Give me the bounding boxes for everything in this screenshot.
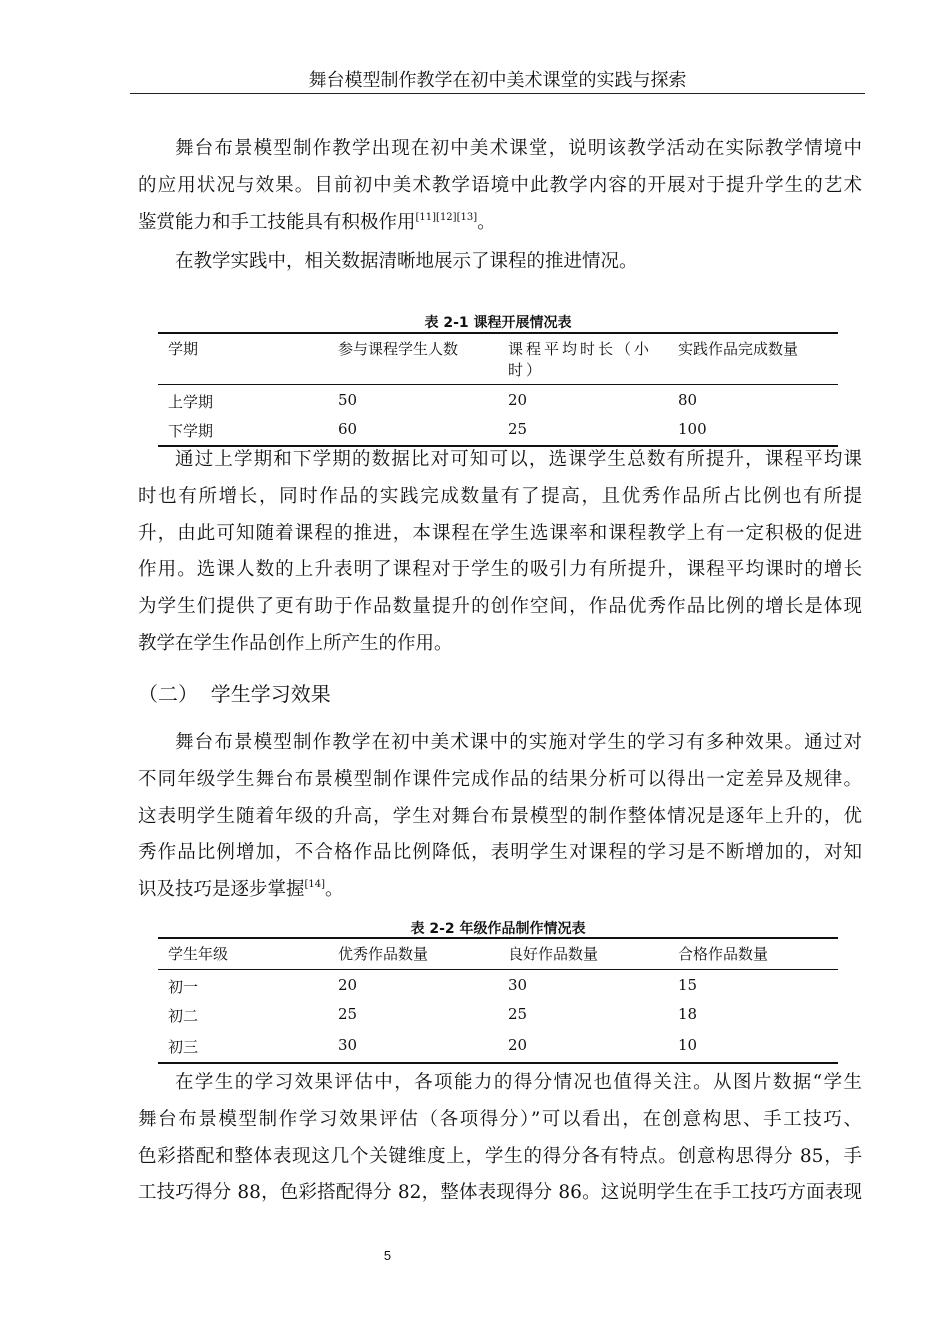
table-row xyxy=(158,1032,838,1063)
text-line: 作用。选课人数的上升表明了课程对于学生的吸引力有所提升，课程平均课时的增长 xyxy=(138,559,862,581)
table-row xyxy=(158,1001,838,1032)
table-row xyxy=(158,969,838,1001)
cell: 80 xyxy=(678,391,698,409)
text-line: 工技巧得分 88，色彩搭配得分 82，整体表现得分 86。这说明学生在手工技巧方面表现 xyxy=(138,1182,862,1204)
header-cell: 良好作品数量 xyxy=(498,938,668,969)
text-line: 的应用状况与效果。目前初中美术教学语境中此教学内容的开展对于提升学生的艺术 xyxy=(138,174,862,196)
text-line: 秀作品比例增加，不合格作品比例降低，表明学生对课程的学习是不断增加的，对知 xyxy=(138,842,862,864)
text-line: 在学生的学习效果评估中，各项能力的得分情况也值得关注。从图片数据“学生 xyxy=(175,1072,862,1093)
header-cell: 优秀作品数量 xyxy=(328,938,498,969)
table-1 xyxy=(158,332,838,447)
cell: 下学期 xyxy=(168,422,214,440)
text-line: 为学生们提供了更有助于作品数量提升的创作空间，作品优秀作品比例的增长是体现 xyxy=(138,596,862,618)
cell: 100 xyxy=(678,420,707,438)
text: 。 xyxy=(477,211,496,233)
cell: 20 xyxy=(508,391,528,409)
paragraph-4 xyxy=(138,725,862,909)
text-line xyxy=(138,205,862,242)
paragraph-1 xyxy=(138,131,862,241)
cell: 50 xyxy=(338,391,358,409)
text-line: 色彩搭配和整体表现这几个关键维度上，学生的得分各有特点。创意构思得分 85，手 xyxy=(138,1145,862,1167)
running-header: 舞台模型制作教学在初中美术课堂的实践与探索 xyxy=(308,70,687,91)
header-cell: 参与课程学生人数 xyxy=(328,333,498,385)
paragraph-3 xyxy=(138,442,862,663)
table-2-caption: 表 2-2 年级作品制作情况表 xyxy=(410,921,586,937)
cell: 20 xyxy=(338,975,358,994)
text-line: 这表明学生随着年级的升高，学生对舞台布景模型的制作整体情况是逐年上升的，优 xyxy=(138,805,862,827)
text-line: 时也有所增长，同时作品的实践完成数量有了提高，且优秀作品所占比例也有所提 xyxy=(138,485,862,507)
text: 识及技巧是逐步掌握 xyxy=(138,879,305,901)
text-line: 在教学实践中，相关数据清晰地展示了课程的推进情况。 xyxy=(175,251,638,272)
cell: 25 xyxy=(338,1004,358,1023)
paragraph-2 xyxy=(138,244,862,281)
page-number: 5 xyxy=(383,1248,392,1263)
text: 。 xyxy=(325,879,344,901)
cell: 18 xyxy=(678,1004,698,1023)
text: 鉴赏能力和手工技能具有积极作用 xyxy=(138,211,416,233)
cell: 30 xyxy=(508,975,528,994)
table-1-caption: 表 2-1 课程开展情况表 xyxy=(424,315,572,331)
paragraph-5 xyxy=(138,1065,862,1212)
text-line: 舞台布景模型制作教学出现在初中美术课堂，说明该教学活动在实际教学情境中 xyxy=(175,138,862,159)
header-cell: 学生年级 xyxy=(158,938,328,969)
text-line xyxy=(138,872,862,909)
cell: 30 xyxy=(338,1035,358,1054)
cell: 25 xyxy=(508,420,528,438)
section-heading: （二） 学生学习效果 xyxy=(138,682,331,706)
cell: 15 xyxy=(678,975,698,994)
header-cell: 合格作品数量 xyxy=(668,938,838,969)
text-line: 不同年级学生舞台布景模型制作课件完成作品的结果分析可以得出一定差异及规律。 xyxy=(138,768,862,790)
cell: 初二 xyxy=(168,1006,199,1025)
cell: 初三 xyxy=(168,1037,199,1056)
cell: 60 xyxy=(338,420,358,438)
cell: 初一 xyxy=(168,977,199,996)
table-header-row xyxy=(158,333,838,385)
cell: 10 xyxy=(678,1035,698,1054)
header-cell: 学期 xyxy=(158,333,328,385)
header-cell: 课程平均时长（小时） xyxy=(498,333,668,385)
cell: 20 xyxy=(508,1035,528,1054)
cell: 25 xyxy=(508,1004,528,1023)
cell: 上学期 xyxy=(168,393,214,411)
header-rule xyxy=(130,93,865,94)
text-line: 通过上学期和下学期的数据比对可知可以，选课学生总数有所提升，课程平均课 xyxy=(175,449,862,470)
text-line: 升，由此可知随着课程的推进，本课程在学生选课率和课程教学上有一定积极的促进 xyxy=(138,522,862,544)
text-line: 舞台布景模型制作学习效果评估（各项得分）”可以看出，在创意构思、手工技巧、 xyxy=(138,1108,862,1130)
text-line: 教学在学生作品创作上所产生的作用。 xyxy=(138,632,453,654)
citation: [14] xyxy=(304,879,326,891)
table-header-row xyxy=(158,938,838,969)
table-2 xyxy=(158,937,838,1064)
table-row xyxy=(158,385,838,417)
text-line: 舞台布景模型制作教学在初中美术课中的实施对学生的学习有多种效果。通过对 xyxy=(175,732,862,753)
citation: [11][12][13] xyxy=(415,211,478,223)
header-cell: 实践作品完成数量 xyxy=(668,333,838,385)
